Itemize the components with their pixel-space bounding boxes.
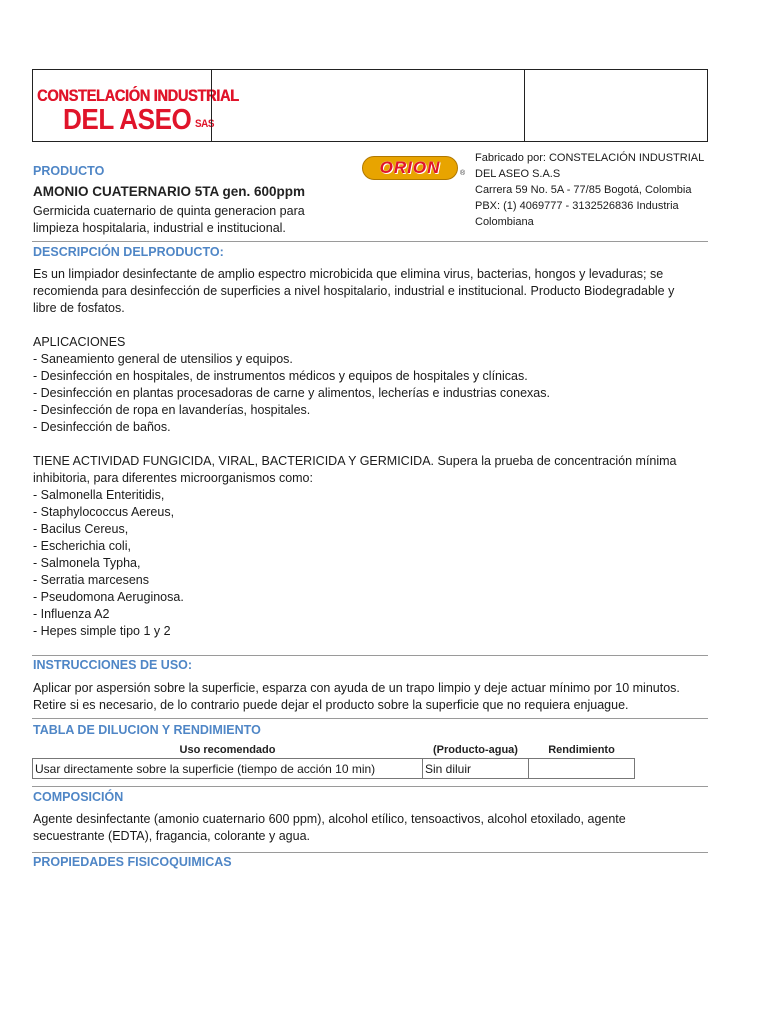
application-item: - Saneamiento general de utensilios y equipos. [33, 352, 293, 366]
description-title: DESCRIPCIÓN DELPRODUCTO: [33, 245, 224, 259]
header-producto-agua: (Producto-agua) [433, 744, 518, 756]
header-table [32, 69, 708, 142]
cell-dilucion: Sin diluir [423, 759, 529, 779]
header-empty-cell [211, 70, 525, 141]
dilution-table [32, 742, 635, 779]
organism-item: - Bacilus Cereus, [33, 522, 129, 536]
application-item: - Desinfección en plantas procesadoras de carne y alimentos, lecherías e industrias conexas. [33, 386, 550, 400]
properties-title: PROPIEDADES FISICOQUIMICAS [33, 855, 232, 869]
application-item: - Desinfección de ropa en lavanderías, hospitales. [33, 403, 311, 417]
orion-logo [362, 156, 458, 180]
divider [32, 241, 708, 242]
orion-logo-text: ORION [379, 158, 441, 177]
description-body [33, 266, 677, 640]
dilution-header-row [33, 742, 635, 759]
product-name: AMONIO CUATERNARIO 5TA gen. 600ppm [33, 184, 306, 199]
composition-line: secuestrante (EDTA), fragancia, colorante y agua. [33, 829, 310, 843]
application-item: - Desinfección de baños. [33, 420, 171, 434]
divider [32, 786, 708, 787]
activity-line: inhibitoria, para diferentes microorganismos como: [33, 471, 313, 485]
product-desc-line2: limpieza hospitalaria, industrial e institucional. [33, 221, 286, 235]
manufacturer-phone: PBX: (1) 4069777 - 3132526836 Industria [475, 200, 679, 212]
description-line: recomienda para desinfección de superficies a nivel hospitalario, industrial e institucional. Producto Biodegradable y [33, 284, 675, 298]
instructions-line: Retire si es necesario, de lo contrario puede dejar el producto sobre la superficie que no requiera enjuague. [33, 698, 629, 712]
instructions-title: INSTRUCCIONES DE USO: [33, 658, 193, 672]
manufacturer-line1: Fabricado por: CONSTELACIÓN INDUSTRIAL [475, 152, 705, 164]
composition-line: Agente desinfectante (amonio cuaternario 600 ppm), alcohol etílico, tensoactivos, alcohol etoxilado, agente [33, 812, 626, 826]
composition-title: COMPOSICIÓN [33, 790, 124, 804]
manufacturer-line2: DEL ASEO S.A.S [475, 168, 561, 180]
application-item: - Desinfección en hospitales, de instrumentos médicos y equipos de hospitales y clínicas. [33, 369, 528, 383]
cell-uso: Usar directamente sobre la superficie (tiempo de acción 10 min) [33, 759, 423, 779]
divider [32, 718, 708, 719]
logo-del-aseo: DEL ASEO [63, 104, 192, 136]
organism-item: - Serratia marcesens [33, 573, 150, 587]
activity-line: TIENE ACTIVIDAD FUNGICIDA, VIRAL, BACTERICIDA Y GERMICIDA. Supera la prueba de concentración mínima [33, 454, 677, 468]
header-uso: Uso recomendado [179, 744, 276, 756]
instructions-line: Aplicar por aspersión sobre la superficie, esparza con ayuda de un trapo limpio y deje actuar mínimo por 10 minutos. [33, 681, 680, 695]
organism-item: - Staphylococcus Aereus, [33, 505, 175, 519]
manufacturer-line5: Colombiana [475, 216, 534, 228]
organism-item: - Influenza A2 [33, 607, 110, 621]
divider [32, 852, 708, 853]
table-row [33, 759, 635, 779]
logo-sas: SAS [194, 118, 215, 130]
organism-item: - Salmonella Enteritidis, [33, 488, 165, 502]
product-section-label: PRODUCTO [33, 164, 105, 178]
organism-item: - Hepes simple tipo 1 y 2 [33, 624, 171, 638]
dilution-title: TABLA DE DILUCION Y RENDIMIENTO [33, 723, 261, 737]
organism-item: - Escherichia coli, [33, 539, 131, 553]
logo-line2 [63, 104, 214, 137]
organism-item: - Salmonela Typha, [33, 556, 141, 570]
organism-item: - Pseudomona Aeruginosa. [33, 590, 184, 604]
manufacturer-address: Carrera 59 No. 5A - 77/85 Bogotá, Colombia [475, 184, 692, 196]
product-desc-line1: Germicida cuaternario de quinta generacion para [33, 204, 305, 218]
cell-rendimiento [529, 759, 635, 779]
description-line: Es un limpiador desinfectante de amplio espectro microbicida que elimina virus, bacterias, hongos y levaduras; se [33, 267, 664, 281]
description-line: libre de fosfatos. [33, 301, 125, 315]
logo-line1: CONSTELACIÓN INDUSTRIAL [37, 86, 239, 105]
divider [32, 655, 708, 656]
header-rendimiento: Rendimiento [548, 744, 615, 756]
applications-title: APLICACIONES [33, 335, 126, 349]
registered-mark: ® [460, 170, 466, 177]
